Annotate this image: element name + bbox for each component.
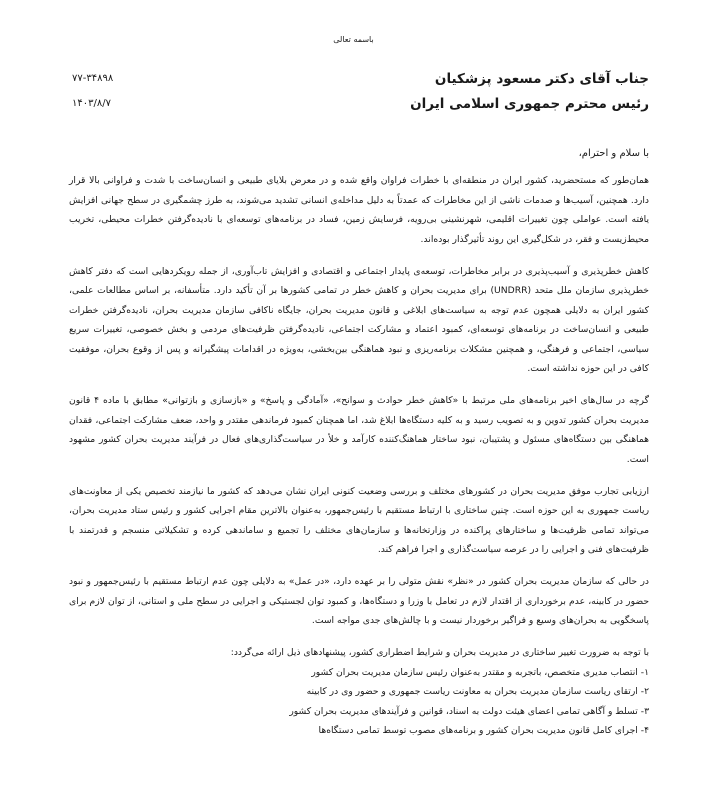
addressee-title: رئیس محترم جمهوری اسلامی ایران	[410, 96, 649, 112]
addressee-block	[410, 67, 649, 117]
paragraph-3: گرچه در سال‌های اخیر برنامه‌های ملی مرتبط با «کاهش خطر حوادث و سوانح»، «آمادگی و پاسخ» و «بازسازی و بازتوانی» مطابق با ماده ۴ قانون مدیریت بحران کشور تدوین و به تصویب رسید و به کلیه دستگاه‌ها ابلاغ شد، اما همچنان کمبود فرماندهی مقتدر و واحد، ضعف مشارکت اجتماعی، فقدان هماهنگی بین دستگاه‌های مسئول و پشتیبان، نبود ساختار هماهنگ‌کننده کارآمد و خلأ در سیاست‌گذاری‌های فعال در فرآیند مدیریت بحران کشور مشهود است.	[69, 395, 649, 465]
paragraph-5: در حالی که سازمان مدیریت بحران کشور در «نظر» نقش متولی را بر عهده دارد، «در عمل» به دلایلی چون عدم ارتباط مستقیم با رئیس‌جمهور و نبود حضور در کابینه، عدم برخورداری از اقتدار لازم در تعامل با وزرا و دستگاه‌ها، و کمبود توان لجستیکی و اجرایی در سطح ملی و استانی، از توان لازم برای پاسخگویی به بحران‌های وسیع و فراگیر برخوردار نیست و با چالش‌های جدی مواجه است.	[69, 576, 649, 626]
reference-block	[72, 66, 113, 116]
recommendation-item: ۱- انتصاب مدیری متخصص، باتجربه و مقتدر به‌عنوان رئیس سازمان مدیریت بحران کشور	[311, 666, 649, 678]
recommendations-lead: با توجه به ضرورت تغییر ساختاری در مدیریت بحران و شرایط اضطراری کشور، پیشنهادهای ذیل ارائه می‌گردد:	[230, 647, 649, 658]
letter-body	[69, 171, 649, 741]
paragraph-4: ارزیابی تجارب موفق مدیریت بحران در کشورهای مختلف و بررسی وضعیت کنونی ایران نشان می‌دهد که کشور ما نیازمند تخصیص یکی از معاونت‌های ریاست جمهوری به این حوزه است. چنین ساختاری با ارتباط مستقیم با رئیس‌جمهور، به‌عنوان بالاترین مقام اجرایی کشور و رئیس ستاد مدیریت بحران، می‌تواند تمامی ظرفیت‌ها و ساختارهای پراکنده در وزارتخانه‌ها و سازمان‌های مختلف را تجمیع و ساماندهی کرده و تشکیلاتی منسجم و قدرتمند با ظرفیت‌های فنی و اجرایی را در عرصه سیاست‌گذاری و اجرا فراهم کند.	[69, 485, 649, 555]
paragraph-1: همان‌طور که مستحضرید، کشور ایران در منطقه‌ای با خطرات فراوان واقع شده و در معرض بلایای طبیعی و انسان‌ساخت با شدت و فراوانی بالا قرار دارد. همچنین، آسیب‌ها و صدمات ناشی از این مخاطرات که عمدتاً به دلیل مداخله‌ی انسانی تشدید می‌شوند، به طرز چشمگیری در سطح جهانی افزایش یافته است. عواملی چون تغییرات اقلیمی، شهرنشینی بی‌رویه، فرسایش زمین، فساد در برنامه‌های توسعه‌ای با نادیده‌گرفتن خطرات محیطی، تخریب محیط‌زیست و فقر، در شکل‌گیری این روند تأثیرگذار بوده‌اند.	[69, 175, 649, 245]
paragraph-2: کاهش خطرپذیری و آسیب‌پذیری در برابر مخاطرات، توسعه‌ی پایدار اجتماعی و اقتصادی و افزایش تاب‌آوری، از جمله رویکردهایی است که دفتر کاهش خطرپذیری سازمان ملل متحد (UNDRR) برای مدیریت بحران و کاهش خطر در تمامی کشورها بر آن تأکید دارد. متأسفانه، بر اساس مطالعات علمی، کشور ایران به دلایلی همچون عدم توجه به سیاست‌های ابلاغی و قانون مدیریت بحران، جایگاه ناکافی سازمان مدیریت بحران، نادیده‌گرفتن خطرات طبیعی و انسان‌ساخت در برنامه‌های توسعه‌ای، کمبود اعتماد و مشارکت اجتماعی، نادیده‌گرفتن ظرفیت‌های مردمی و بخش خصوصی، تغییرات سریع سیاسی، اجتماعی و فرهنگی، و همچنین مشکلات برنامه‌ریزی و نبود هماهنگی بین‌بخشی، به‌ویژه در اقدامات پیشگیرانه و پس از وقوع بحران، موفقیت کافی در این حوزه نداشته است.	[69, 265, 649, 374]
recommendations-list	[69, 663, 649, 741]
recommendation-item: ۳- تسلط و آگاهی تمامی اعضای هیئت دولت به اسناد، قوانین و فرآیندهای مدیریت بحران کشور	[289, 705, 649, 717]
recommendation-item: ۲- ارتقای ریاست سازمان مدیریت بحران به معاونت ریاست جمهوری و حضور وی در کابینه	[306, 686, 649, 697]
letter-date: ۱۴۰۳/۸/۷	[72, 98, 111, 109]
recommendation-item: ۴- اجرای کامل قانون مدیریت بحران کشور و برنامه‌های مصوب توسط تمامی دستگاه‌ها	[318, 725, 649, 736]
letter-number: ۷۷-۳۴۸۹۸	[72, 73, 114, 84]
basmala: باسمه تعالی	[333, 35, 374, 44]
addressee-name: جناب آقای دکتر مسعود پزشکیان	[434, 71, 649, 87]
recommendations	[69, 643, 649, 741]
greeting: با سلام و احترام،	[578, 148, 649, 159]
